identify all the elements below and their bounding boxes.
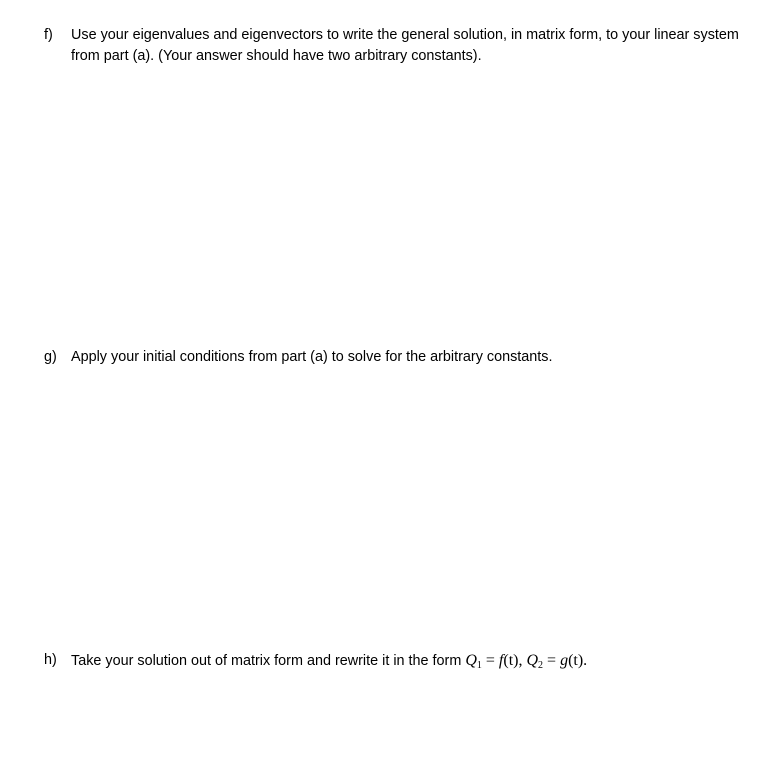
question-h-text: Take your solution out of matrix form and rewrite it in the form (71, 653, 462, 669)
function-g: g (560, 652, 569, 669)
equals-sign-1: = (481, 652, 499, 669)
function-f: f (498, 652, 504, 669)
function-f-arg: (t) (503, 652, 519, 669)
question-h (44, 650, 744, 673)
question-f-label: f) (44, 27, 53, 43)
question-h-body (71, 650, 744, 673)
equation-period: . (583, 652, 588, 669)
question-g-label: g) (44, 349, 57, 365)
solution-form-equation (465, 652, 587, 669)
q1-symbol: Q (465, 652, 477, 669)
separator: , (518, 652, 527, 669)
equals-sign-2: = (543, 652, 561, 669)
question-g (44, 347, 744, 368)
q2-symbol: Q (526, 652, 539, 669)
question-f (44, 25, 744, 67)
function-g-arg: (t) (568, 652, 584, 669)
q1-index: 1 (476, 660, 482, 671)
question-h-label: h) (44, 652, 57, 668)
question-g-text: Apply your initial conditions from part (a) to solve for the arbitrary constants. (71, 349, 553, 365)
question-f-text: Use your eigenvalues and eigenvectors to write the general solution, in matrix form, to your linear system from part (a). (Your answer should have two arbitrary constants). (71, 27, 739, 64)
q2-index: 2 (538, 660, 544, 671)
